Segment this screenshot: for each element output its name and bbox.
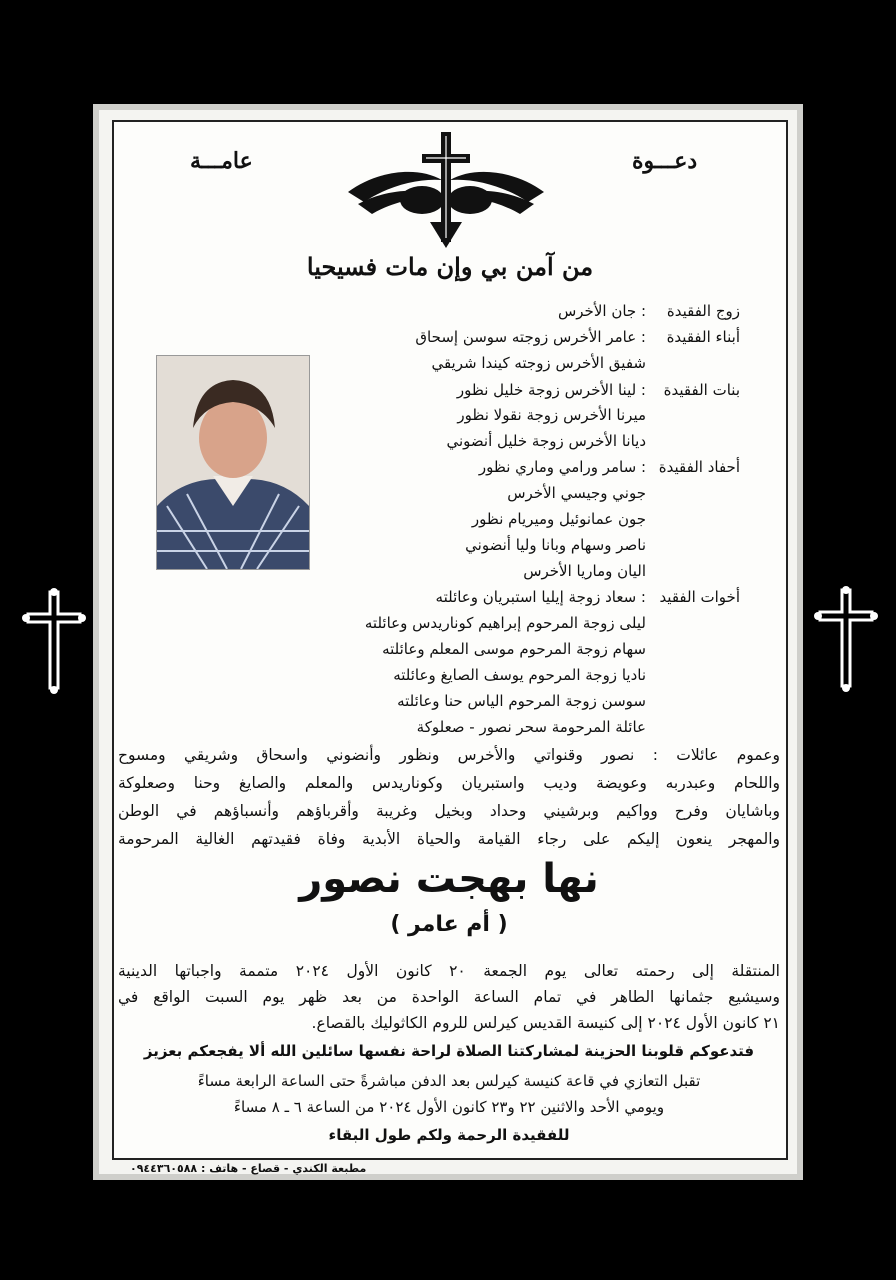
condolence-line: ويومي الأحد والاثنين ٢٢ و٢٣ كانون الأول ٢٠٢٤ من الساعة ٦ ـ ٨ مساءً bbox=[233, 1098, 665, 1116]
funeral-line: ٢١ كانون الأول ٢٠٢٤ إلى كنيسة القديس كيرلس للروم الكاثوليك بالقصاع. bbox=[311, 1014, 780, 1032]
relative-line: ديانا الأخرس زوجة خليل أنضوني bbox=[446, 432, 646, 450]
relative-line: عائلة المرحومة سحر نصور - صعلوكة bbox=[416, 718, 646, 736]
relative-label: أبناء الفقيدة bbox=[666, 328, 740, 346]
deceased-photo bbox=[156, 355, 310, 570]
deceased-name: نها بهجت نصور bbox=[299, 856, 599, 902]
relative-label: بنات الفقيدة bbox=[663, 381, 740, 399]
right-cross-icon bbox=[814, 586, 878, 694]
families-line: واللحام وعبدربه وعويضة وديب واستبريان وكوناريدس والمعلم والصايغ وحنا وصعلوكة bbox=[118, 774, 780, 792]
left-cross-icon bbox=[22, 588, 86, 696]
relative-line: سوسن زوجة المرحوم الياس حنا وعائلته bbox=[397, 692, 646, 710]
funeral-line: المنتقلة إلى رحمته تعالى يوم الجمعة ٢٠ كانون الأول ٢٠٢٤ متممة واجباتها الدينية bbox=[118, 962, 780, 980]
relative-line: ناديا زوجة المرحوم يوسف الصايغ وعائلته bbox=[393, 666, 646, 684]
relative-line: ليلى زوجة المرحوم إبراهيم كوناريدس وعائلته bbox=[364, 614, 646, 632]
invitation-line: فتدعوكم قلوبنا الحزينة لمشاركتنا الصلاة لراحة نفسها سائلين الله ألا يفجعكم بعزيز bbox=[143, 1042, 755, 1060]
relative-line: ناصر وسهام وبانا وليا أنضوني bbox=[465, 536, 646, 554]
header-left-word: عامـــة bbox=[190, 148, 253, 174]
relative-line: : لينا الأخرس زوجة خليل نظور bbox=[456, 381, 646, 399]
deceased-alias: ( أم عامر ) bbox=[390, 912, 508, 937]
relative-label: أخوات الفقيد bbox=[659, 588, 740, 606]
families-line: وعموم عائلات : نصور وقنواتي والأخرس ونظور وأنضوني واسحاق وشريقي ومسوح bbox=[118, 746, 780, 764]
relative-label: زوج الفقيدة bbox=[666, 302, 740, 320]
relative-line: : سامر ورامي وماري نظور bbox=[478, 458, 646, 476]
funeral-line: وسيشيع جثمانها الطاهر في تمام الساعة الواحدة من بعد ظهر يوم السبت الواقع في bbox=[118, 988, 780, 1006]
printer-footer: مطبعة الكندي - قصاع - هاتف : ٠٩٤٤٣٦٠٥٨٨ bbox=[130, 1162, 367, 1175]
relative-line: : جان الأخرس bbox=[557, 302, 646, 320]
relative-line: ميرنا الأخرس زوجة نقولا نظور bbox=[457, 406, 646, 424]
closing-line: للفقيدة الرحمة ولكم طول البقاء bbox=[328, 1126, 570, 1144]
cross-palm-ornament-icon bbox=[338, 130, 554, 248]
relative-line: جوني وجيسي الأخرس bbox=[507, 484, 646, 502]
condolence-line: تقبل التعازي في قاعة كنيسة كيرلس بعد الدفن مباشرةً حتى الساعة الرابعة مساءً bbox=[197, 1072, 701, 1090]
header-right-word: دعـــوة bbox=[632, 148, 698, 174]
relative-line: جون عمانوئيل وميريام نظور bbox=[471, 510, 646, 528]
relative-line: : سعاد زوجة إيليا استبريان وعائلته bbox=[435, 588, 646, 606]
families-line: والمهجر ينعون إليكم على رجاء القيامة والحياة الأبدية وفاة فقيدتهم الغالية المرحومة bbox=[118, 830, 780, 848]
relative-line: شفيق الأخرس زوجته كيندا شريقي bbox=[431, 354, 646, 372]
relative-line: : عامر الأخرس زوجته سوسن إسحاق bbox=[415, 328, 646, 346]
relative-line: سهام زوجة المرحوم موسى المعلم وعائلته bbox=[382, 640, 646, 658]
families-line: وباشايان وفرح وواكيم وبرشيني وحداد وبخيل وغريبة وأقرباؤهم وأنسباؤهم في الوطن bbox=[118, 802, 780, 820]
relative-line: اليان وماريا الأخرس bbox=[523, 562, 646, 580]
relative-label: أحفاد الفقيدة bbox=[658, 458, 740, 476]
motto: من آمن بي وإن مات فسيحيا bbox=[306, 252, 594, 281]
